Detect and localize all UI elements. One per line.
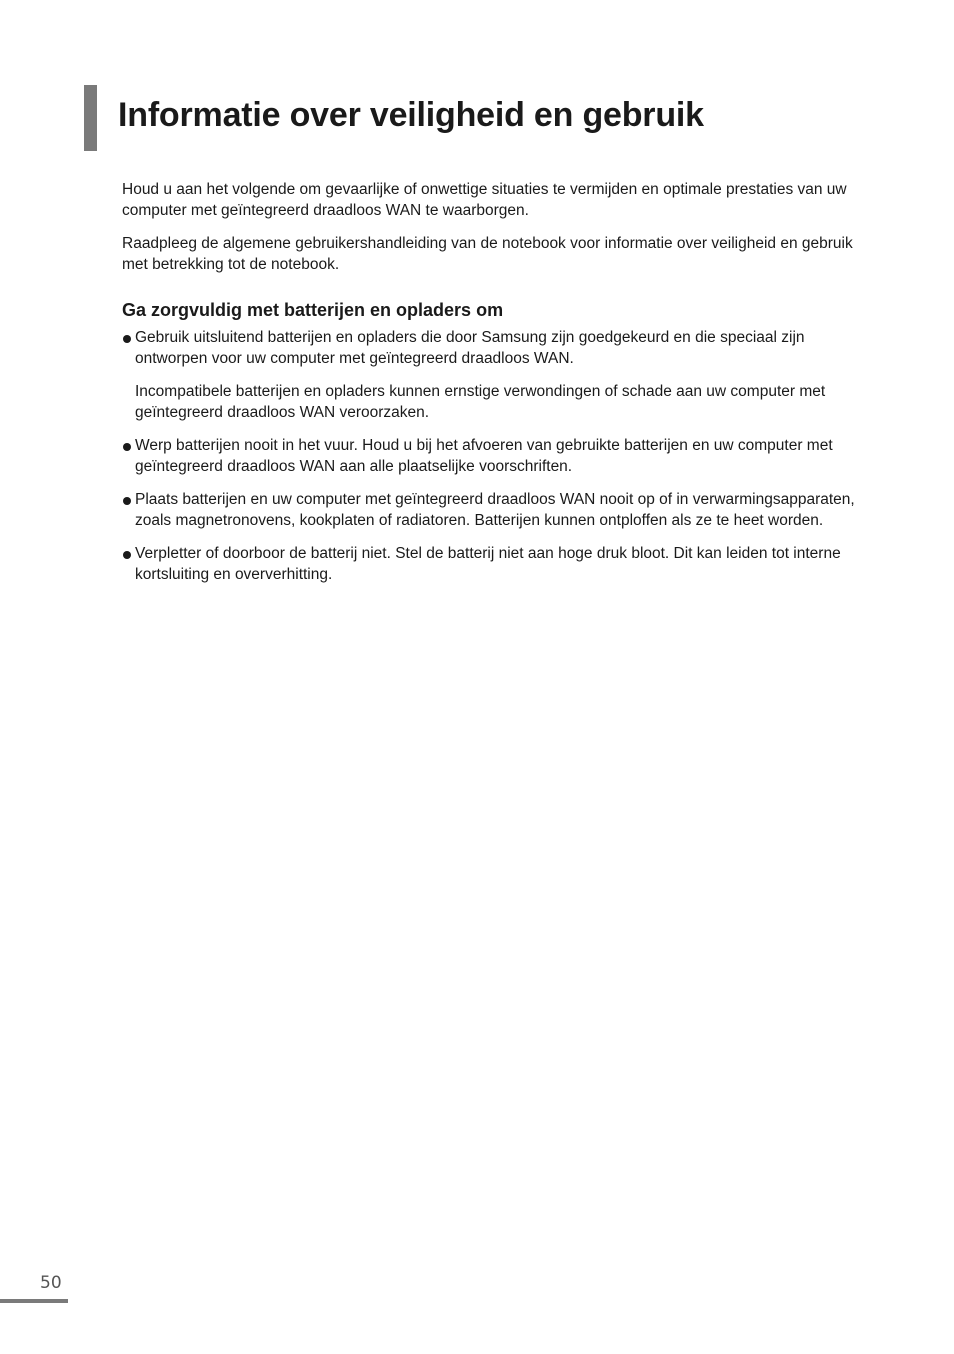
title-accent-bar <box>84 85 97 151</box>
list-item-text: Werp batterijen nooit in het vuur. Houd u bij het afvoeren van gebruikte batterijen en uw computer met geïntegreerd draadloos WAN aan alle plaatselijke voorschriften. <box>135 437 833 475</box>
page-number-rule <box>0 1299 68 1303</box>
bullet-icon <box>123 497 131 505</box>
list-item-note: Incompatibele batterijen en opladers kunnen ernstige verwondingen of schade aan uw computer met geïntegreerd draadloos WAN veroorzaken. <box>135 383 826 421</box>
list-item-text: Plaats batterijen en uw computer met geïntegreerd draadloos WAN nooit op of in verwarmingsapparaten, zoals magnetronovens, kookplaten of radiatoren. Batterijen kunnen ontploffen als ze te heet worden. <box>135 491 855 529</box>
intro-paragraph: Raadpleeg de algemene gebruikershandleiding van de notebook voor informatie over veiligheid en gebruik met betrekking tot de notebook. <box>122 235 853 273</box>
main-content <box>122 180 877 598</box>
bullet-icon <box>123 335 131 343</box>
bullet-icon <box>123 551 131 559</box>
bullet-icon <box>123 443 131 451</box>
list-item <box>122 490 877 531</box>
section-heading: Ga zorgvuldig met batterijen en opladers om <box>122 300 504 320</box>
intro-paragraph: Houd u aan het volgende om gevaarlijke of onwettige situaties te vermijden en optimale prestaties van uw computer met geïntegreerd draadloos WAN te waarborgen. <box>122 181 847 219</box>
page-number: 50 <box>40 1273 62 1293</box>
page-title: Informatie over veiligheid en gebruik <box>118 96 704 134</box>
list-item-text: Gebruik uitsluitend batterijen en opladers die door Samsung zijn goedgekeurd en die speciaal zijn ontworpen voor uw computer met geïntegreerd draadloos WAN. <box>135 329 805 367</box>
list-item <box>122 544 877 585</box>
battery-safety-list <box>122 328 877 585</box>
list-item <box>122 436 877 477</box>
list-item-text: Verpletter of doorboor de batterij niet. Stel de batterij niet aan hoge druk bloot. Dit kan leiden tot interne kortsluiting en oververhitting. <box>135 545 841 583</box>
list-item <box>122 328 877 423</box>
